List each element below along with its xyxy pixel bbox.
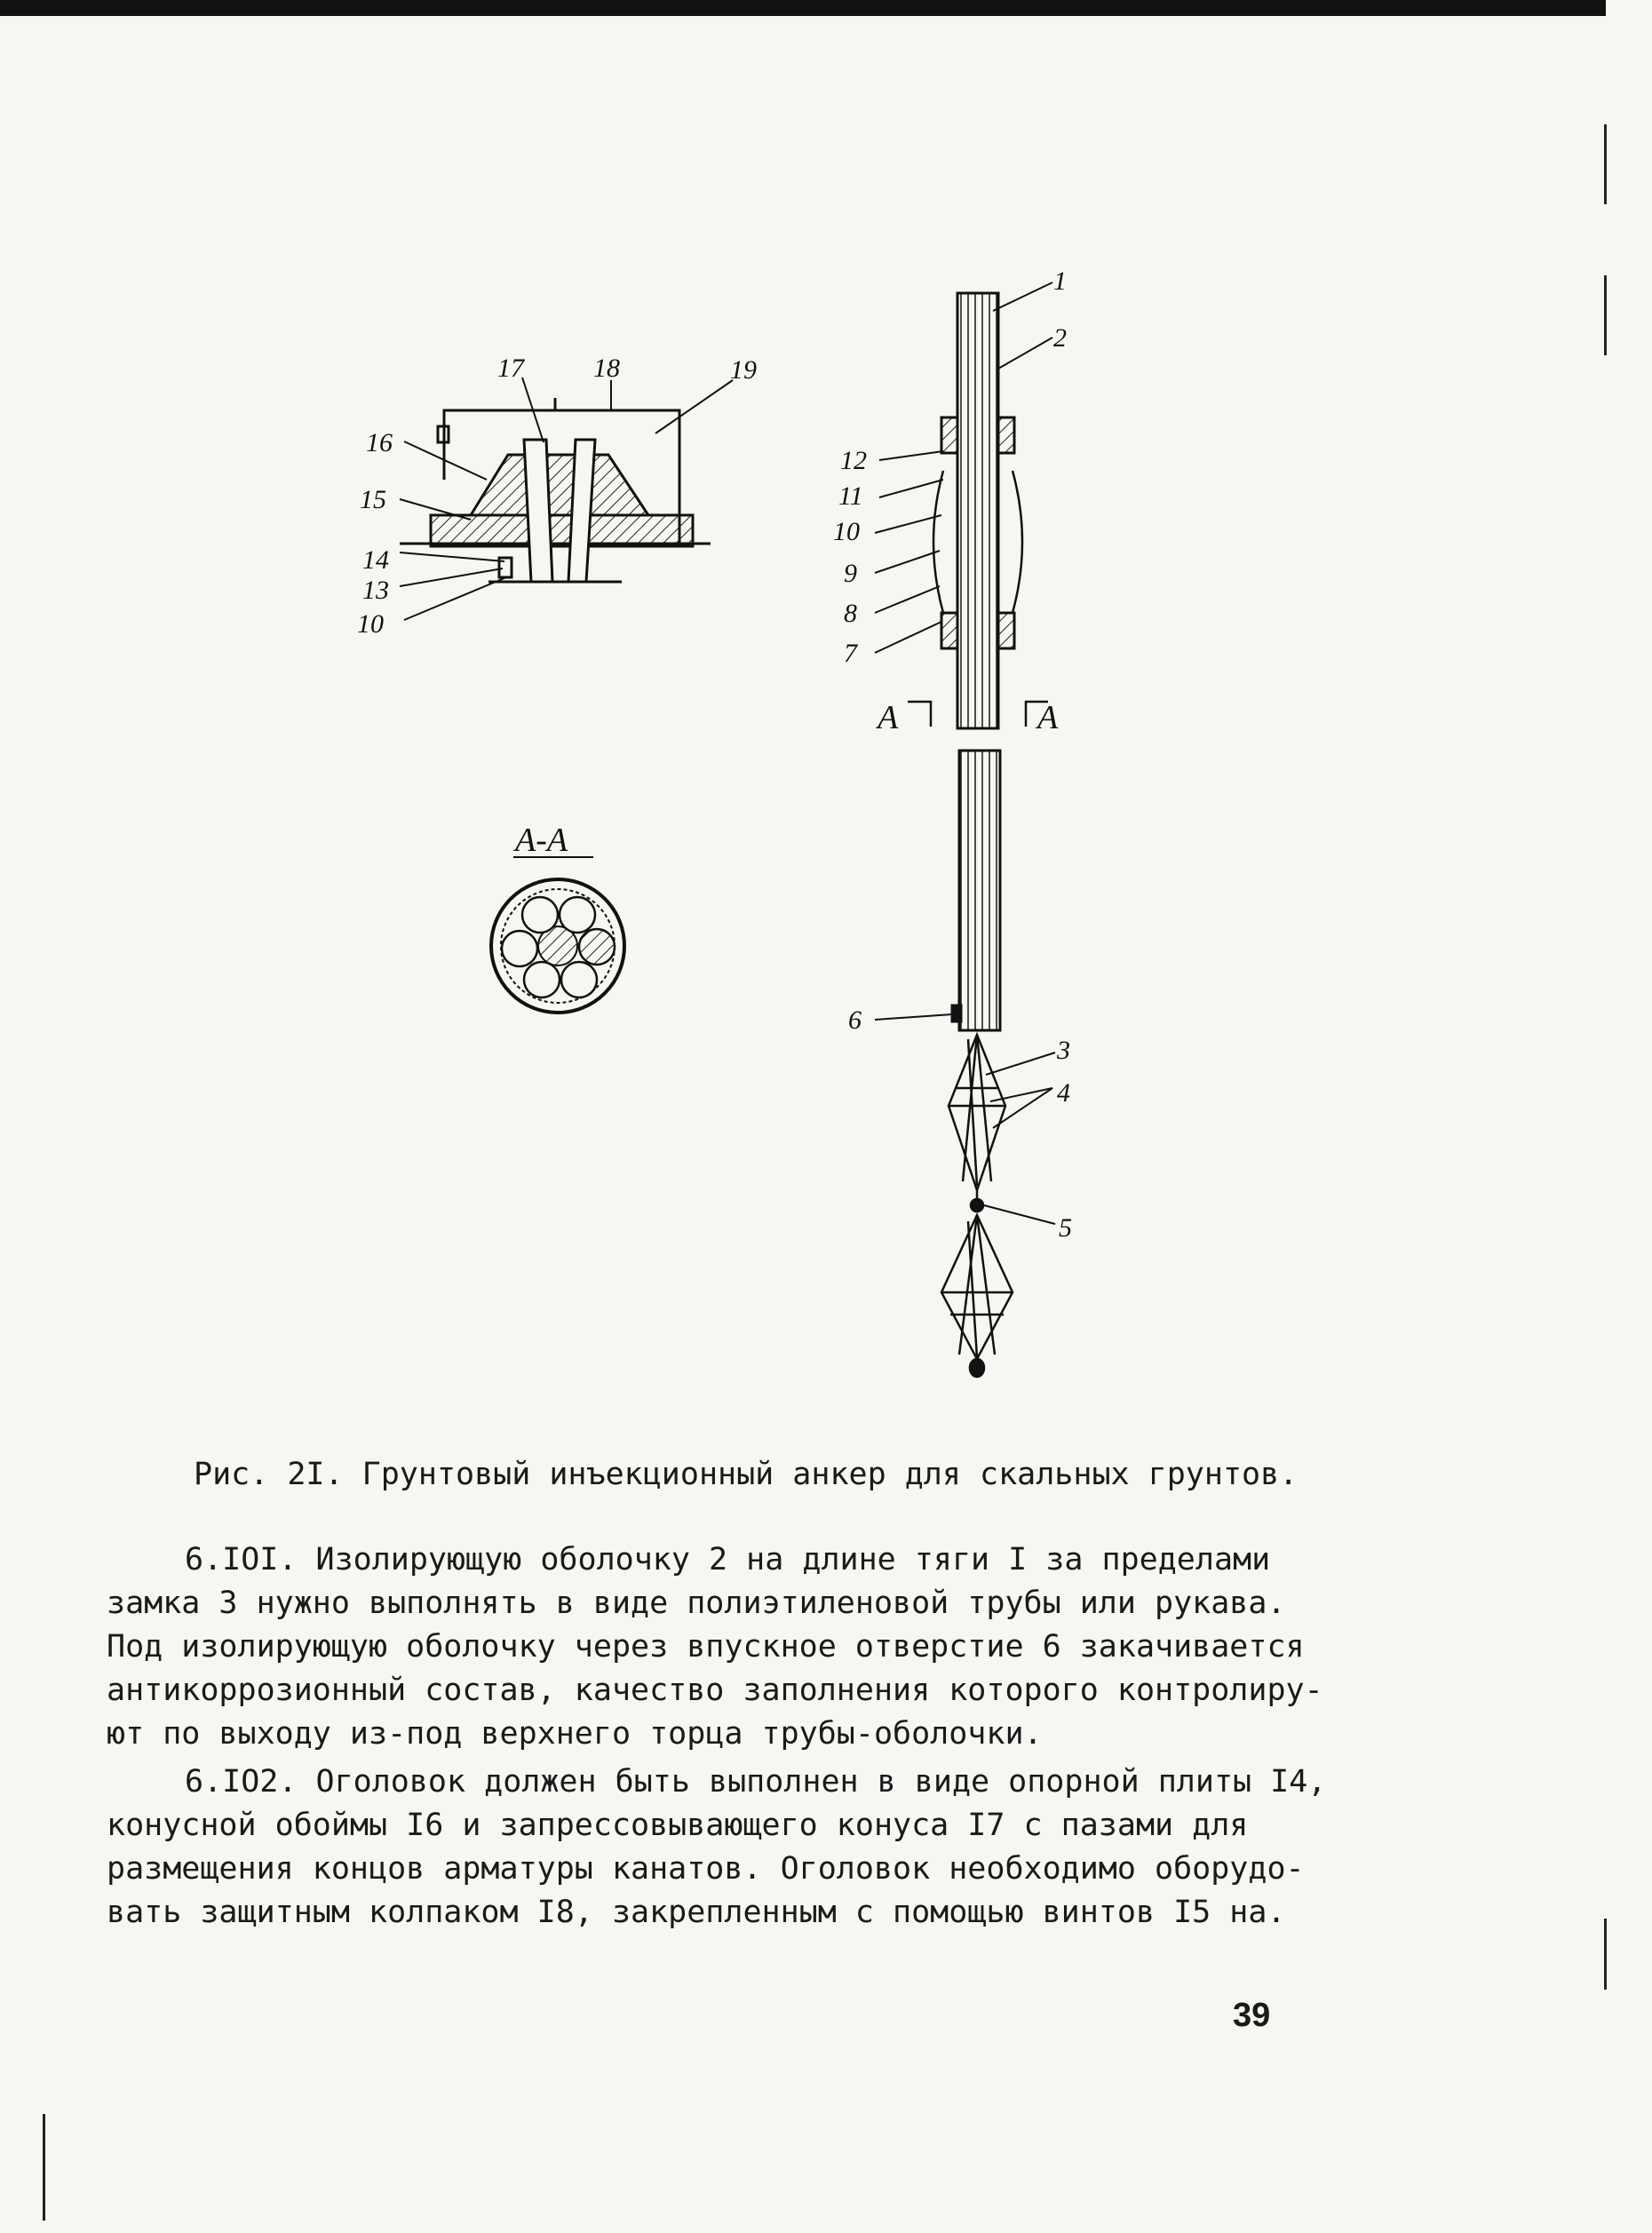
label-4: 4 bbox=[1057, 1078, 1070, 1108]
label-10: 10 bbox=[833, 517, 860, 546]
section-mark-left: А bbox=[878, 699, 899, 736]
label-3: 3 bbox=[1057, 1036, 1070, 1065]
text-line: 6.IO2. Оголовок должен быть выполнен в виде опорной плиты I4, bbox=[185, 1764, 1327, 1800]
label-7: 7 bbox=[844, 639, 857, 668]
anchor-lock bbox=[941, 1035, 1013, 1377]
text-line: Под изолирующую оболочку через впускное отверстие 6 закачивается bbox=[107, 1629, 1305, 1665]
paragraph-6-102 bbox=[107, 1760, 1327, 1935]
text-line: замка 3 нужно выполнять в виде полиэтиленовой трубы или рукава. bbox=[107, 1585, 1286, 1621]
anchor-rod-upper bbox=[933, 293, 1022, 728]
label-14: 14 bbox=[362, 545, 389, 575]
anchor-head-detail bbox=[400, 398, 711, 582]
label-11: 11 bbox=[838, 481, 863, 511]
label-12: 12 bbox=[840, 446, 867, 475]
text-line: антикоррозионный состав, качество заполнения которого контролиру- bbox=[107, 1673, 1323, 1708]
label-9: 9 bbox=[844, 559, 857, 588]
page-number: 39 bbox=[1233, 1997, 1271, 2034]
label-13: 13 bbox=[362, 576, 389, 605]
scan-edge-mark bbox=[43, 2114, 45, 2221]
section-mark-right: А bbox=[1037, 699, 1059, 736]
section-title: А-А bbox=[515, 822, 568, 859]
label-17: 17 bbox=[497, 354, 524, 383]
scan-edge-mark bbox=[1604, 1919, 1607, 1990]
label-1: 1 bbox=[1053, 266, 1067, 296]
paragraph-6-101 bbox=[107, 1538, 1323, 1756]
cross-section-a-a bbox=[491, 822, 624, 1013]
label-15: 15 bbox=[360, 485, 386, 514]
label-8: 8 bbox=[844, 599, 857, 628]
label-2: 2 bbox=[1053, 323, 1067, 353]
text-line: 6.IOI. Изолирующую оболочку 2 на длине тяги I за пределами bbox=[185, 1542, 1271, 1577]
label-16: 16 bbox=[366, 428, 393, 457]
label-5: 5 bbox=[1059, 1213, 1072, 1243]
text-line: размещения концов арматуры канатов. Оголовок необходимо оборудо- bbox=[107, 1851, 1305, 1887]
label-10b: 10 bbox=[357, 609, 384, 639]
figure-caption: Рис. 2I. Грунтовый инъекционный анкер для скальных грунтов. bbox=[194, 1457, 1299, 1492]
label-18: 18 bbox=[593, 354, 620, 383]
text-line: конусной обоймы I6 и запрессовывающего конуса I7 с пазами для bbox=[107, 1808, 1249, 1843]
text-line: ют по выходу из-под верхнего торца трубы-оболочки. bbox=[107, 1716, 1043, 1752]
text-line: вать защитным колпаком I8, закрепленным с помощью винтов I5 на. bbox=[107, 1895, 1286, 1930]
label-6: 6 bbox=[848, 1005, 862, 1035]
label-19: 19 bbox=[730, 355, 757, 385]
anchor-rod-lower bbox=[952, 751, 1000, 1030]
